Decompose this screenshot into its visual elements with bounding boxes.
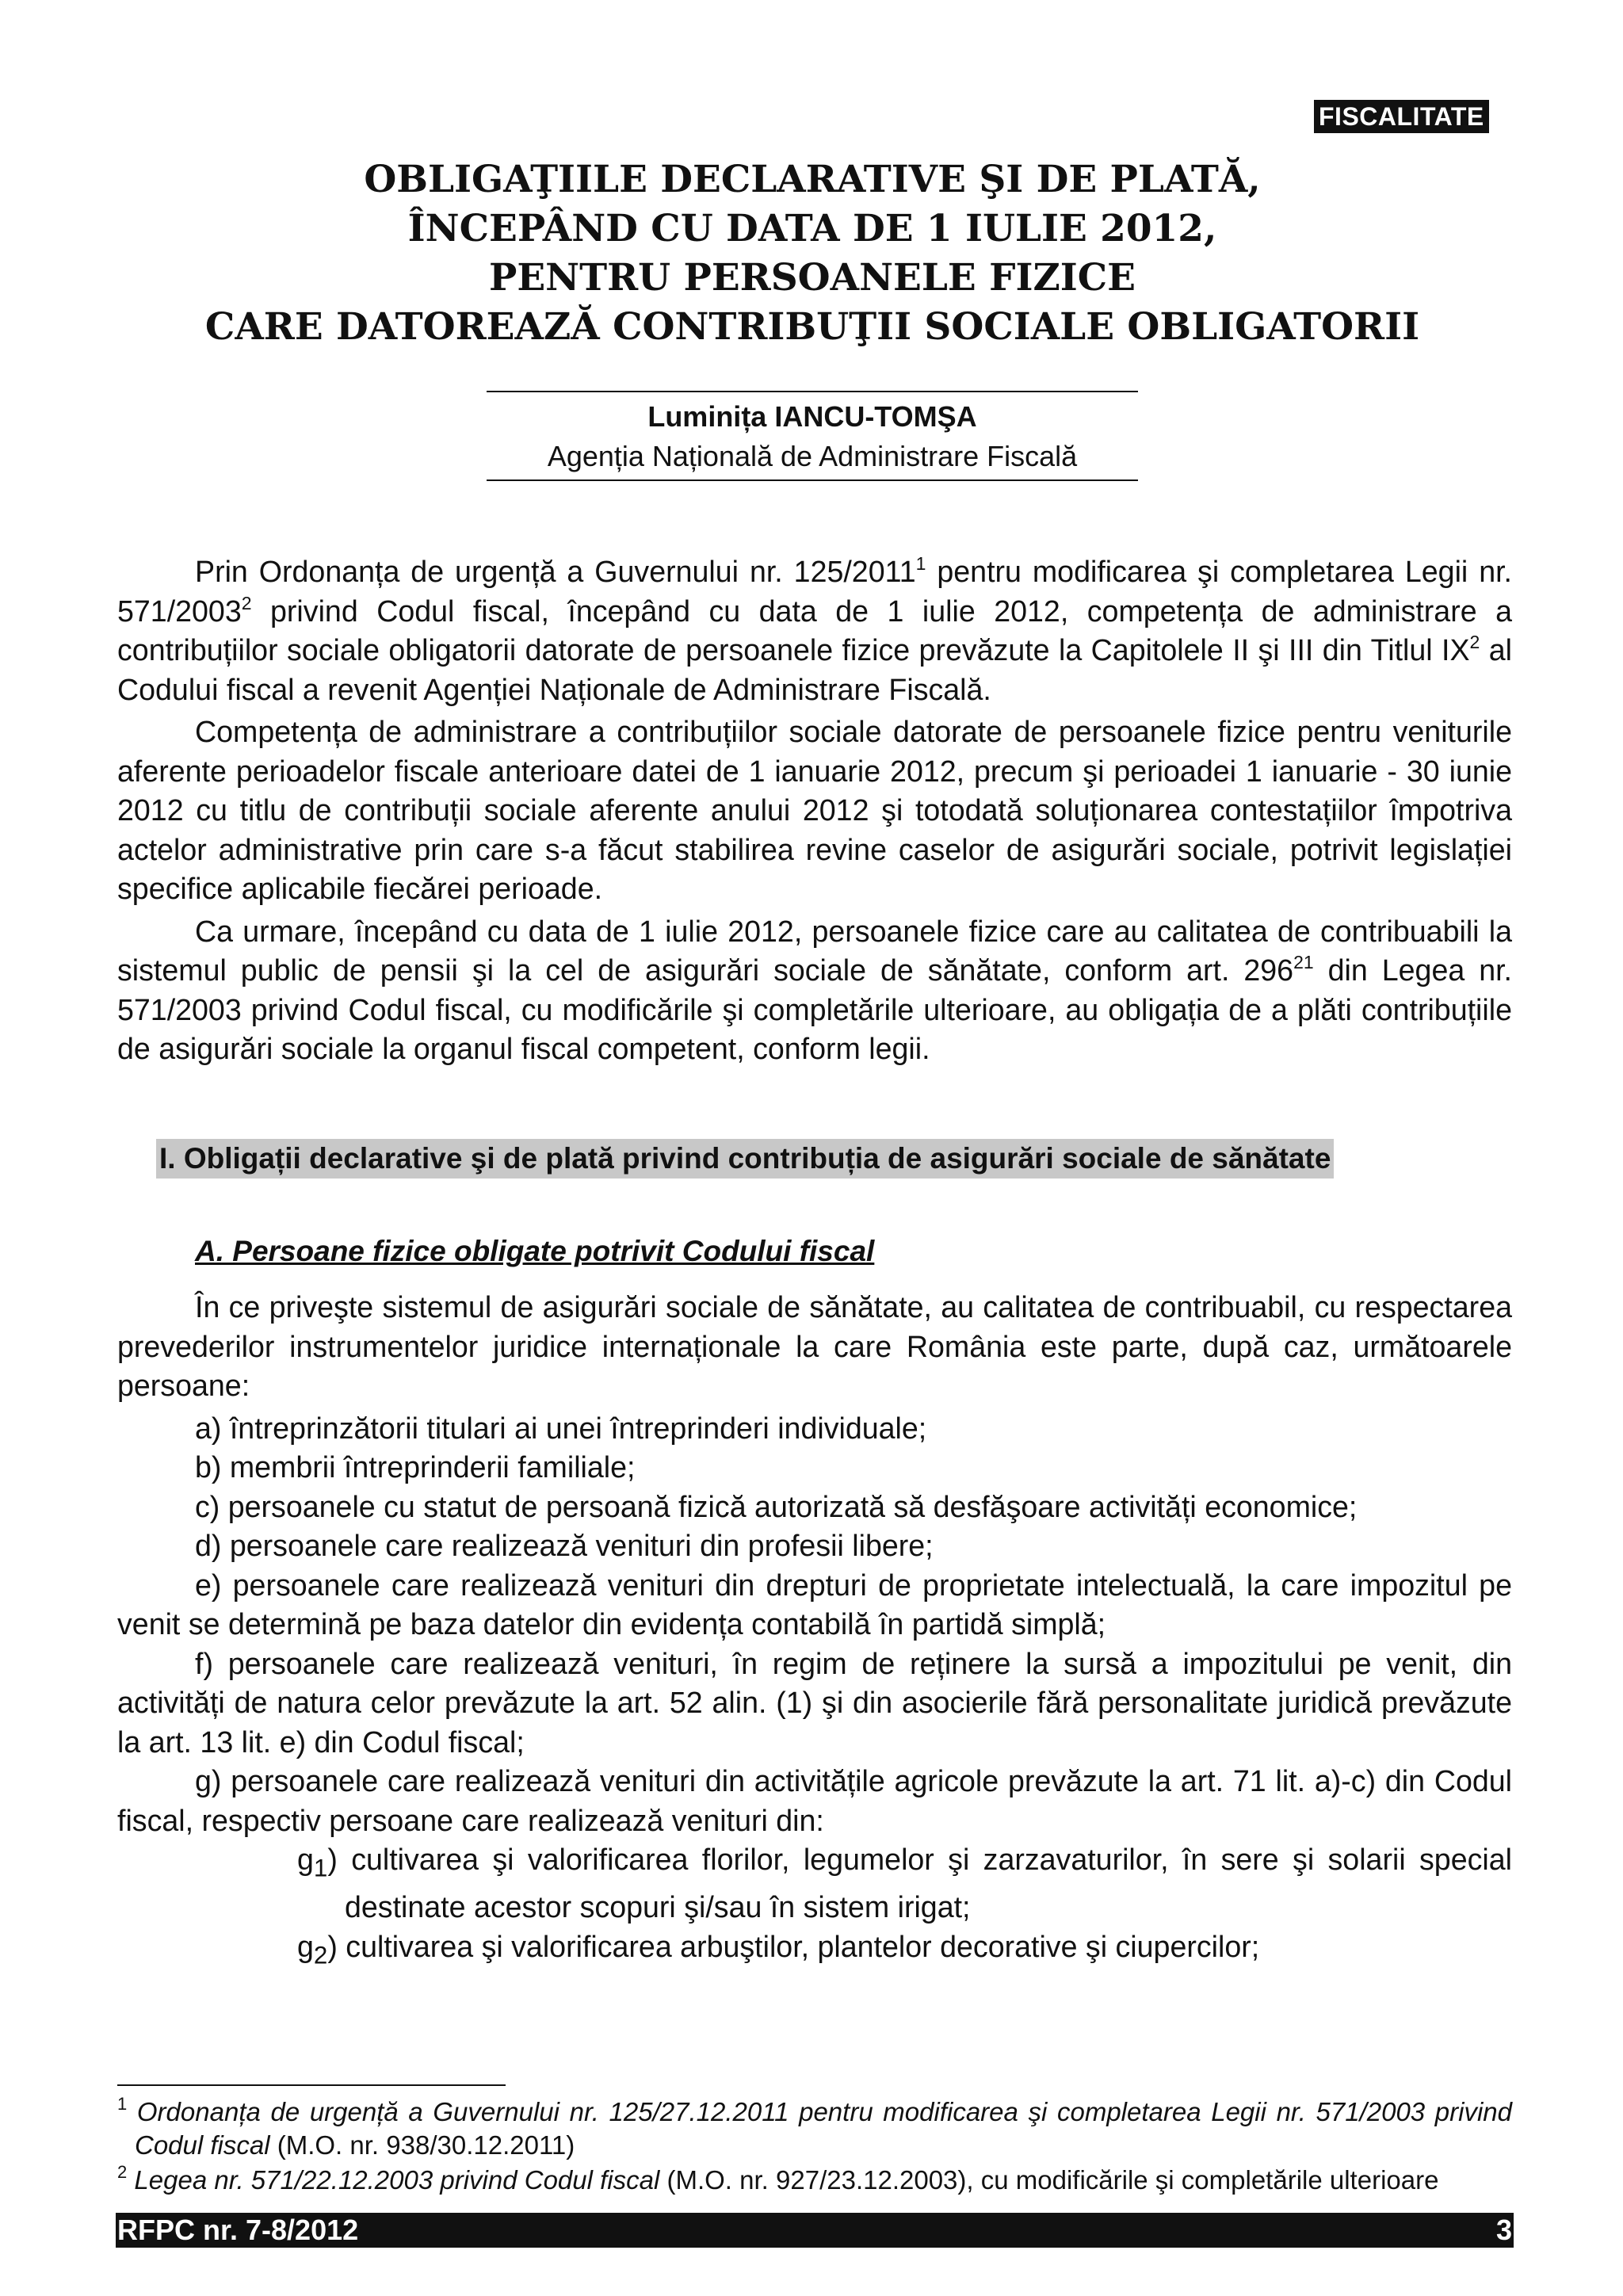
section-heading: I. Obligații declarative şi de plată privind contribuția de asigurări sociale de sănătate: [156, 1139, 1334, 1179]
author-institution: Agenția Națională de Administrare Fiscală: [547, 440, 1078, 472]
footnote-divider: [117, 2084, 506, 2086]
footnote-ref: 1: [915, 553, 926, 574]
superscript: 21: [1293, 952, 1314, 972]
footnote: $^1$ Ordonanța de urgență a Guvernului nr. 125/27.12.2011 pentru modificarea şi completarea Legii nr. 571/2003 privind Codul fiscal (M.O. nr. 938/30.12.2011): [117, 2094, 1512, 2160]
subsection-heading: A. Persoane fizice obligate potrivit Codului fiscal: [195, 1235, 875, 1267]
title-line: OBLIGAŢIILE DECLARATIVE ŞI DE PLATĂ,: [364, 158, 1261, 201]
list-item: a) întreprinzătorii titulari ai unei întreprinderi individuale;: [195, 1411, 927, 1445]
list-item: f) persoanele care realizează venituri, în regim de reținere la sursă a impozitului pe venit, din activități de natura celor prevăzute la art. 52 alin. (1) şi din asocierile fără personalitate juridică prevăzute la art. 13 lit. e) din Codul fiscal;: [117, 1646, 1512, 1759]
superscript: 2: [1469, 632, 1480, 652]
sub-list-item: $g_2$) cultivarea şi valorificarea arbuştilor, plantelor decorative şi ciupercilor;: [297, 1929, 1260, 1969]
footnote: $^2$ Legea nr. 571/22.12.2003 privind Codul fiscal (M.O. nr. 927/23.12.2003), cu modificările şi completările ulterioare: [117, 2162, 1439, 2195]
list-item: g) persoanele care realizează venituri din activitățile agricole prevăzute la art. 71 lit. a)-c) din Codul fiscal, respectiv persoane care realizează venituri din:: [117, 1764, 1512, 1837]
page-footer: [116, 2213, 1514, 2248]
article-title: [103, 155, 1522, 352]
list-item: d) persoanele care realizează venituri din profesii libere;: [195, 1529, 934, 1562]
title-line: ÎNCEPÂND CU DATA DE 1 IULIE 2012,: [407, 207, 1217, 250]
list-item: e) persoanele care realizează venituri din drepturi de proprietate intelectuală, la care impozitul pe venit se determină pe baza datelor din evidența contabilă în partidă simplă;: [117, 1568, 1512, 1641]
author-name: Luminița IANCU-TOMŞA: [647, 400, 977, 433]
footnote-ref: 2: [241, 592, 252, 613]
section-intro: În ce priveşte sistemul de asigurări sociale de sănătate, au calitatea de contribuabil, cu respectarea prevederilor instrumentelor juridice internaționale la care România este parte, după caz, următoarele persoane:: [117, 1290, 1512, 1402]
list-item: b) membrii întreprinderii familiale;: [195, 1450, 636, 1484]
list-item: c) persoanele cu statut de persoană fizică autorizată să desfăşoare activități economice;: [195, 1489, 1358, 1523]
title-line: CARE DATOREAZĂ CONTRIBUŢII SOCIALE OBLIGATORII: [204, 305, 1420, 349]
page-number: 3: [1495, 2214, 1512, 2246]
intro-paragraph-1: Prin Ordonanța de urgență a Guvernului nr. 125/2011$^1$ pentru modificarea şi completarea Legii nr. 571/2003$^2$ privind Codul fiscal, începând cu data de 1 iulie 2012, competența de administrare a contribuțiilor sociale obligatorii datorate de persoanele fizice prevăzute la Capitolele II şi III din Titlul $IX^2$ al Codului fiscal a revenit Agenției Naționale de Administrare Fiscală.: [117, 553, 1512, 706]
footnotes: [117, 2095, 1512, 2199]
intro-section: [117, 552, 1512, 1072]
section-tag: FISCALITATE: [1314, 100, 1489, 133]
title-line: PENTRU PERSOANELE FIZICE: [489, 256, 1136, 300]
intro-paragraph-2: Competența de administrare a contribuțiilor sociale datorate de persoanele fizice pentru veniturile aferente perioadelor fiscale anterioare datei de 1 ianuarie 2012, precum şi perioadei 1 ianuarie - 30 iunie 2012 cu titlu de contribuții sociale aferente anului 2012 şi totodată soluționarea contestațiilor împotriva actelor administrative prin care s-a făcut stabilirea revine caselor de asigurări sociale, potrivit legislației specifice aplicabile fiecărei perioade.: [117, 715, 1512, 905]
sub-list-item: $g_1$) cultivarea şi valorificarea florilor, legumelor şi zarzavaturilor, în sere şi solarii special destinate acestor scopuri şi/sau în sistem irigat;: [297, 1843, 1512, 1924]
intro-paragraph-3: Ca urmare, începând cu data de 1 iulie 2012, persoanele fizice care au calitatea de contribuabili la sistemul public de pensii şi la cel de asigurări sociale de sănătate, conform art. $296^{21}$ din Legea nr. 571/2003 privind Codul fiscal, cu modificările şi completările ulterioare, au obligația de a plăti contribuțiile de asigurări sociale la organul fiscal competent, conform legii.: [117, 914, 1512, 1065]
section-body: [117, 1288, 1512, 1975]
journal-issue: RFPC nr. 7-8/2012: [117, 2214, 359, 2246]
author-block: [487, 391, 1138, 481]
